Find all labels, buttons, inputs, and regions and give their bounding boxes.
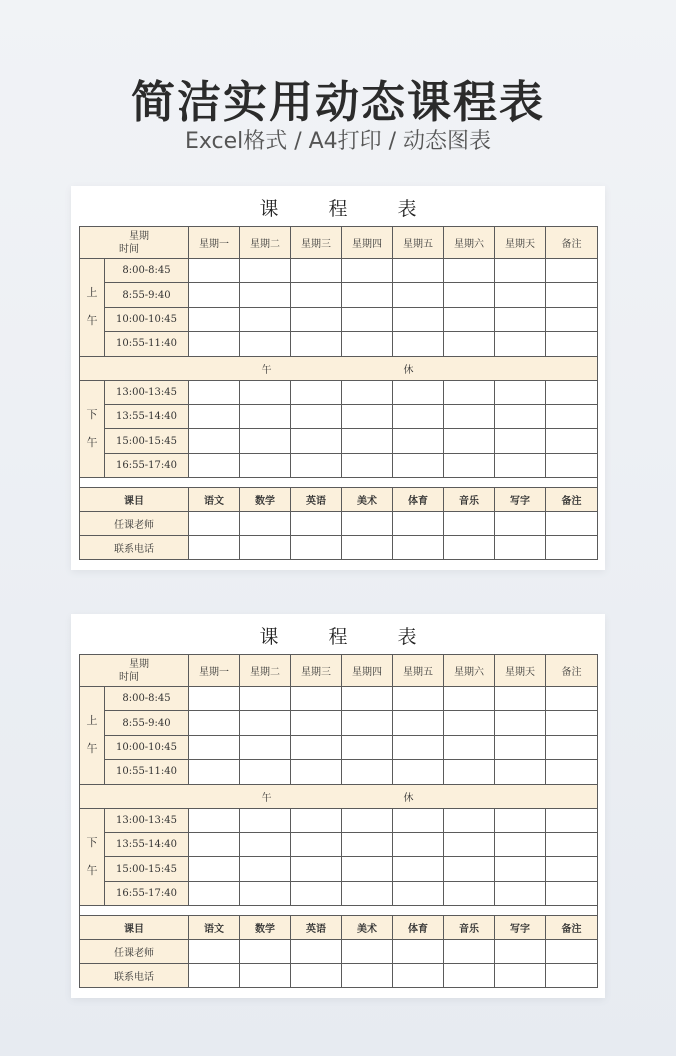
time-slot: 8:00-8:45 bbox=[105, 259, 189, 283]
schedule-cell[interactable] bbox=[342, 453, 393, 477]
subject-header: 英语 bbox=[291, 916, 342, 940]
time-slot: 13:00-13:45 bbox=[105, 808, 189, 832]
schedule-sheet-2 bbox=[71, 614, 605, 998]
subject-header: 数学 bbox=[240, 916, 291, 940]
table-row bbox=[80, 429, 598, 453]
time-slot: 15:00-15:45 bbox=[105, 857, 189, 881]
schedule-cell[interactable] bbox=[189, 857, 240, 881]
subject-header: 体育 bbox=[393, 916, 444, 940]
schedule-cell[interactable] bbox=[444, 711, 495, 735]
day-header: 星期四 bbox=[342, 227, 393, 259]
table-row bbox=[80, 259, 598, 283]
table-row bbox=[80, 711, 598, 735]
schedule-cell[interactable] bbox=[342, 259, 393, 283]
schedule-cell[interactable] bbox=[240, 307, 291, 331]
schedule-cell[interactable] bbox=[342, 881, 393, 905]
teacher-cell[interactable] bbox=[342, 512, 393, 536]
teacher-row bbox=[80, 512, 598, 536]
teacher-cell[interactable] bbox=[291, 940, 342, 964]
schedule-cell[interactable] bbox=[291, 332, 342, 356]
schedule-cell[interactable] bbox=[240, 283, 291, 307]
teacher-row bbox=[80, 940, 598, 964]
schedule-cell[interactable] bbox=[444, 332, 495, 356]
schedule-cell[interactable] bbox=[342, 429, 393, 453]
schedule-cell[interactable] bbox=[495, 307, 546, 331]
schedule-cell[interactable] bbox=[546, 711, 598, 735]
day-header: 星期六 bbox=[444, 227, 495, 259]
schedule-cell[interactable] bbox=[393, 332, 444, 356]
schedule-cell[interactable] bbox=[393, 808, 444, 832]
schedule-cell[interactable] bbox=[240, 760, 291, 784]
schedule-cell[interactable] bbox=[291, 429, 342, 453]
schedule-cell[interactable] bbox=[291, 687, 342, 711]
teacher-cell[interactable] bbox=[444, 940, 495, 964]
teacher-cell[interactable] bbox=[189, 940, 240, 964]
schedule-cell[interactable] bbox=[342, 857, 393, 881]
day-header: 星期三 bbox=[291, 655, 342, 687]
phone-cell[interactable] bbox=[444, 536, 495, 560]
phone-cell[interactable] bbox=[342, 964, 393, 988]
teacher-cell[interactable] bbox=[546, 940, 598, 964]
schedule-cell[interactable] bbox=[444, 760, 495, 784]
schedule-cell[interactable] bbox=[546, 380, 598, 404]
schedule-cell[interactable] bbox=[342, 711, 393, 735]
schedule-cell[interactable] bbox=[291, 711, 342, 735]
lunch-break-row bbox=[80, 356, 598, 380]
schedule-cell[interactable] bbox=[546, 735, 598, 759]
time-slot: 16:55-17:40 bbox=[105, 881, 189, 905]
table-row bbox=[80, 760, 598, 784]
time-slot: 13:00-13:45 bbox=[105, 380, 189, 404]
subject-header: 美术 bbox=[342, 916, 393, 940]
schedule-cell[interactable] bbox=[495, 332, 546, 356]
lunch-break-cell: 午 休 bbox=[80, 784, 598, 808]
schedule-cell[interactable] bbox=[444, 429, 495, 453]
subject-header: 音乐 bbox=[444, 488, 495, 512]
schedule-cell[interactable] bbox=[291, 453, 342, 477]
schedule-cell[interactable] bbox=[495, 687, 546, 711]
schedule-cell[interactable] bbox=[189, 760, 240, 784]
schedule-cell[interactable] bbox=[495, 380, 546, 404]
table-row bbox=[80, 857, 598, 881]
spacer-cell bbox=[80, 478, 598, 488]
schedule-cell[interactable] bbox=[444, 453, 495, 477]
schedule-cell[interactable] bbox=[291, 404, 342, 428]
phone-cell[interactable] bbox=[546, 964, 598, 988]
phone-cell[interactable] bbox=[393, 964, 444, 988]
time-slot: 10:55-11:40 bbox=[105, 760, 189, 784]
time-slot: 13:55-14:40 bbox=[105, 832, 189, 856]
teacher-label: 任课老师 bbox=[80, 512, 189, 536]
schedule-cell[interactable] bbox=[393, 857, 444, 881]
phone-label: 联系电话 bbox=[80, 536, 189, 560]
teacher-label: 任课老师 bbox=[80, 940, 189, 964]
schedule-cell[interactable] bbox=[444, 404, 495, 428]
time-slot: 10:00-10:45 bbox=[105, 307, 189, 331]
schedule-cell[interactable] bbox=[393, 760, 444, 784]
schedule-cell[interactable] bbox=[342, 283, 393, 307]
table-row bbox=[80, 453, 598, 477]
schedule-cell[interactable] bbox=[393, 429, 444, 453]
schedule-cell[interactable] bbox=[444, 832, 495, 856]
corner-cell bbox=[80, 227, 189, 259]
schedule-cell[interactable] bbox=[291, 857, 342, 881]
phone-cell[interactable] bbox=[393, 536, 444, 560]
table-row bbox=[80, 283, 598, 307]
table-row bbox=[80, 808, 598, 832]
schedule-cell[interactable] bbox=[546, 283, 598, 307]
corner-time-label: 时间 bbox=[119, 243, 139, 255]
schedule-cell[interactable] bbox=[291, 760, 342, 784]
schedule-cell[interactable] bbox=[189, 283, 240, 307]
schedule-cell[interactable] bbox=[291, 808, 342, 832]
schedule-cell[interactable] bbox=[444, 735, 495, 759]
schedule-cell[interactable] bbox=[291, 259, 342, 283]
subject-header: 写字 bbox=[495, 488, 546, 512]
schedule-cell[interactable] bbox=[546, 332, 598, 356]
schedule-cell[interactable] bbox=[189, 259, 240, 283]
spacer-row bbox=[80, 906, 598, 916]
time-slot: 16:55-17:40 bbox=[105, 453, 189, 477]
phone-cell[interactable] bbox=[342, 536, 393, 560]
schedule-cell[interactable] bbox=[495, 760, 546, 784]
corner-cell bbox=[80, 655, 189, 687]
subject-header: 备注 bbox=[546, 488, 598, 512]
schedule-cell[interactable] bbox=[393, 711, 444, 735]
schedule-cell[interactable] bbox=[495, 881, 546, 905]
schedule-cell[interactable] bbox=[291, 832, 342, 856]
day-header: 星期一 bbox=[189, 227, 240, 259]
subject-label: 课目 bbox=[80, 916, 189, 940]
table-row bbox=[80, 404, 598, 428]
teacher-cell[interactable] bbox=[444, 512, 495, 536]
schedule-cell[interactable] bbox=[240, 687, 291, 711]
subject-header: 体育 bbox=[393, 488, 444, 512]
schedule-cell[interactable] bbox=[240, 711, 291, 735]
table-row bbox=[80, 881, 598, 905]
schedule-cell[interactable] bbox=[189, 429, 240, 453]
notes-header: 备注 bbox=[546, 227, 598, 259]
day-header: 星期二 bbox=[240, 227, 291, 259]
time-slot: 8:55-9:40 bbox=[105, 711, 189, 735]
teacher-cell[interactable] bbox=[291, 512, 342, 536]
schedule-cell[interactable] bbox=[393, 307, 444, 331]
poster-subline: Excel格式 / A4打印 / 动态图表 bbox=[184, 129, 492, 154]
phone-cell[interactable] bbox=[291, 536, 342, 560]
phone-row bbox=[80, 536, 598, 560]
schedule-cell[interactable] bbox=[444, 881, 495, 905]
afternoon-label: 下 午 bbox=[80, 380, 105, 478]
schedule-cell[interactable] bbox=[444, 808, 495, 832]
schedule-cell[interactable] bbox=[342, 332, 393, 356]
schedule-cell[interactable] bbox=[189, 881, 240, 905]
schedule-cell[interactable] bbox=[546, 404, 598, 428]
schedule-cell[interactable] bbox=[189, 332, 240, 356]
schedule-cell[interactable] bbox=[342, 404, 393, 428]
phone-row bbox=[80, 964, 598, 988]
subject-row bbox=[80, 488, 598, 512]
schedule-cell[interactable] bbox=[291, 380, 342, 404]
day-header: 星期二 bbox=[240, 655, 291, 687]
table-row bbox=[80, 735, 598, 759]
schedule-cell[interactable] bbox=[444, 687, 495, 711]
schedule-cell[interactable] bbox=[189, 453, 240, 477]
sheet-title: 课 程 表 bbox=[259, 198, 439, 220]
schedule-table bbox=[79, 226, 598, 560]
schedule-cell[interactable] bbox=[189, 307, 240, 331]
schedule-cell[interactable] bbox=[546, 429, 598, 453]
schedule-cell[interactable] bbox=[393, 735, 444, 759]
subject-row bbox=[80, 916, 598, 940]
schedule-cell[interactable] bbox=[495, 429, 546, 453]
schedule-cell[interactable] bbox=[546, 881, 598, 905]
morning-label: 上 午 bbox=[80, 259, 105, 357]
teacher-cell[interactable] bbox=[495, 940, 546, 964]
schedule-cell[interactable] bbox=[240, 453, 291, 477]
schedule-cell[interactable] bbox=[240, 259, 291, 283]
schedule-cell[interactable] bbox=[546, 808, 598, 832]
day-header: 星期一 bbox=[189, 655, 240, 687]
phone-cell[interactable] bbox=[189, 536, 240, 560]
teacher-cell[interactable] bbox=[393, 512, 444, 536]
schedule-cell[interactable] bbox=[342, 307, 393, 331]
lunch-break-row bbox=[80, 784, 598, 808]
spacer-cell bbox=[80, 906, 598, 916]
teacher-cell[interactable] bbox=[240, 940, 291, 964]
schedule-cell[interactable] bbox=[240, 881, 291, 905]
schedule-cell[interactable] bbox=[546, 832, 598, 856]
schedule-cell[interactable] bbox=[291, 735, 342, 759]
day-header: 星期天 bbox=[495, 227, 546, 259]
schedule-cell[interactable] bbox=[546, 453, 598, 477]
schedule-cell[interactable] bbox=[393, 404, 444, 428]
schedule-cell[interactable] bbox=[393, 687, 444, 711]
schedule-cell[interactable] bbox=[291, 307, 342, 331]
teacher-cell[interactable] bbox=[189, 512, 240, 536]
schedule-cell[interactable] bbox=[393, 259, 444, 283]
schedule-cell[interactable] bbox=[393, 881, 444, 905]
schedule-cell[interactable] bbox=[240, 380, 291, 404]
subject-header: 英语 bbox=[291, 488, 342, 512]
schedule-cell[interactable] bbox=[495, 283, 546, 307]
phone-cell[interactable] bbox=[291, 964, 342, 988]
schedule-cell[interactable] bbox=[495, 857, 546, 881]
afternoon-label: 下 午 bbox=[80, 808, 105, 906]
schedule-cell[interactable] bbox=[189, 808, 240, 832]
poster-headline: 简洁实用动态课程表 bbox=[131, 77, 545, 128]
day-header: 星期六 bbox=[444, 655, 495, 687]
schedule-cell[interactable] bbox=[495, 453, 546, 477]
schedule-cell[interactable] bbox=[546, 307, 598, 331]
schedule-cell[interactable] bbox=[444, 283, 495, 307]
time-slot: 13:55-14:40 bbox=[105, 404, 189, 428]
schedule-cell[interactable] bbox=[240, 332, 291, 356]
schedule-cell[interactable] bbox=[444, 307, 495, 331]
day-header: 星期天 bbox=[495, 655, 546, 687]
subject-header: 写字 bbox=[495, 916, 546, 940]
day-header: 星期四 bbox=[342, 655, 393, 687]
phone-cell[interactable] bbox=[444, 964, 495, 988]
spacer-row bbox=[80, 478, 598, 488]
schedule-cell[interactable] bbox=[444, 380, 495, 404]
schedule-cell[interactable] bbox=[495, 832, 546, 856]
table-row bbox=[80, 380, 598, 404]
phone-label: 联系电话 bbox=[80, 964, 189, 988]
schedule-cell[interactable] bbox=[189, 404, 240, 428]
subject-header: 音乐 bbox=[444, 916, 495, 940]
schedule-cell[interactable] bbox=[495, 735, 546, 759]
schedule-cell[interactable] bbox=[495, 404, 546, 428]
schedule-table bbox=[79, 654, 598, 988]
schedule-cell[interactable] bbox=[240, 429, 291, 453]
subject-header: 数学 bbox=[240, 488, 291, 512]
schedule-cell[interactable] bbox=[495, 711, 546, 735]
sheet-title: 课 程 表 bbox=[259, 626, 439, 648]
corner-week-label: 星期 bbox=[129, 230, 149, 242]
schedule-cell[interactable] bbox=[240, 857, 291, 881]
schedule-cell[interactable] bbox=[495, 808, 546, 832]
day-header: 星期三 bbox=[291, 227, 342, 259]
schedule-sheet-1 bbox=[71, 186, 605, 570]
notes-header: 备注 bbox=[546, 655, 598, 687]
schedule-cell[interactable] bbox=[546, 687, 598, 711]
schedule-cell[interactable] bbox=[393, 832, 444, 856]
table-row bbox=[80, 687, 598, 711]
time-slot: 8:00-8:45 bbox=[105, 687, 189, 711]
teacher-cell[interactable] bbox=[546, 512, 598, 536]
subject-header: 备注 bbox=[546, 916, 598, 940]
schedule-cell[interactable] bbox=[342, 380, 393, 404]
schedule-cell[interactable] bbox=[495, 259, 546, 283]
subject-header: 语文 bbox=[189, 488, 240, 512]
morning-label: 上 午 bbox=[80, 687, 105, 785]
teacher-cell[interactable] bbox=[495, 512, 546, 536]
day-header: 星期五 bbox=[393, 655, 444, 687]
schedule-cell[interactable] bbox=[393, 453, 444, 477]
lunch-break-cell: 午 休 bbox=[80, 356, 598, 380]
teacher-cell[interactable] bbox=[393, 940, 444, 964]
schedule-cell[interactable] bbox=[546, 857, 598, 881]
schedule-cell[interactable] bbox=[189, 711, 240, 735]
subject-header: 美术 bbox=[342, 488, 393, 512]
schedule-cell[interactable] bbox=[240, 808, 291, 832]
phone-cell[interactable] bbox=[189, 964, 240, 988]
phone-cell[interactable] bbox=[495, 536, 546, 560]
schedule-cell[interactable] bbox=[444, 259, 495, 283]
schedule-cell[interactable] bbox=[189, 380, 240, 404]
time-slot: 10:55-11:40 bbox=[105, 332, 189, 356]
subject-header: 语文 bbox=[189, 916, 240, 940]
phone-cell[interactable] bbox=[240, 536, 291, 560]
table-row bbox=[80, 832, 598, 856]
phone-cell[interactable] bbox=[495, 964, 546, 988]
day-header: 星期五 bbox=[393, 227, 444, 259]
time-slot: 15:00-15:45 bbox=[105, 429, 189, 453]
corner-time-label: 时间 bbox=[119, 671, 139, 683]
schedule-cell[interactable] bbox=[342, 735, 393, 759]
schedule-cell[interactable] bbox=[546, 259, 598, 283]
table-row bbox=[80, 307, 598, 331]
schedule-cell[interactable] bbox=[240, 735, 291, 759]
corner-week-label: 星期 bbox=[129, 658, 149, 670]
schedule-cell[interactable] bbox=[189, 687, 240, 711]
schedule-cell[interactable] bbox=[291, 881, 342, 905]
schedule-cell[interactable] bbox=[291, 283, 342, 307]
schedule-cell[interactable] bbox=[189, 735, 240, 759]
header-row bbox=[80, 227, 598, 259]
phone-cell[interactable] bbox=[546, 536, 598, 560]
schedule-cell[interactable] bbox=[546, 760, 598, 784]
teacher-cell[interactable] bbox=[240, 512, 291, 536]
time-slot: 10:00-10:45 bbox=[105, 735, 189, 759]
schedule-cell[interactable] bbox=[342, 832, 393, 856]
schedule-cell[interactable] bbox=[393, 380, 444, 404]
schedule-cell[interactable] bbox=[240, 832, 291, 856]
schedule-cell[interactable] bbox=[240, 404, 291, 428]
schedule-cell[interactable] bbox=[393, 283, 444, 307]
schedule-cell[interactable] bbox=[444, 857, 495, 881]
schedule-cell[interactable] bbox=[342, 687, 393, 711]
schedule-cell[interactable] bbox=[342, 760, 393, 784]
table-row bbox=[80, 332, 598, 356]
schedule-cell[interactable] bbox=[342, 808, 393, 832]
teacher-cell[interactable] bbox=[342, 940, 393, 964]
header-row bbox=[80, 655, 598, 687]
subject-label: 课目 bbox=[80, 488, 189, 512]
phone-cell[interactable] bbox=[240, 964, 291, 988]
time-slot: 8:55-9:40 bbox=[105, 283, 189, 307]
schedule-cell[interactable] bbox=[189, 832, 240, 856]
